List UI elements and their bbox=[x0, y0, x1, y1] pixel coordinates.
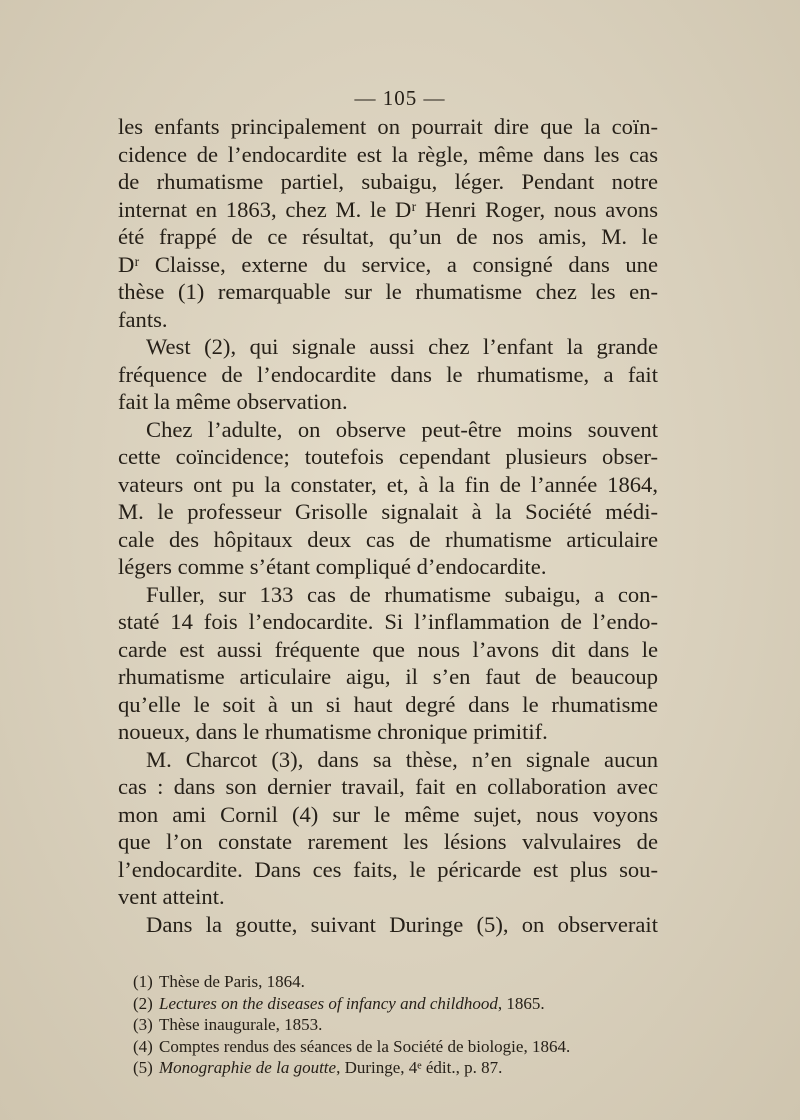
footnote-text: Thèse de Paris, 1864. bbox=[159, 972, 305, 991]
text-line: Dʳ Claisse, externe du service, a consigné dans une bbox=[118, 251, 658, 277]
body-text bbox=[118, 113, 658, 938]
footnote bbox=[133, 993, 653, 1015]
footnote bbox=[133, 1057, 653, 1079]
text-line: de rhumatisme partiel, subaigu, léger. Pendant notre bbox=[118, 169, 658, 194]
text-line: thèse (1) remarquable sur le rhumatisme chez les en- bbox=[118, 279, 658, 304]
text-line: carde est aussi fréquente que nous l’avons dit dans le bbox=[118, 636, 658, 662]
text-line: fants. bbox=[118, 306, 168, 332]
footnote-number: (3) bbox=[133, 1015, 153, 1034]
footnote-number: (2) bbox=[133, 993, 153, 1013]
footnote-text: Comptes rendus des séances de la Société de biologie, 1864. bbox=[159, 1036, 571, 1056]
text-line: cette coïncidence; toutefois cependant plusieurs obser- bbox=[118, 444, 658, 469]
footnote-number: (5) bbox=[133, 1058, 153, 1077]
text-line: cidence de l’endocardite est la règle, même dans les cas bbox=[118, 141, 658, 167]
text-line: M. Charcot (3), dans sa thèse, n’en signale aucun bbox=[146, 746, 658, 772]
footnote-title: Lectures on the diseases of infancy and childhood bbox=[159, 993, 498, 1013]
text-line: les enfants principalement on pourrait dire que la coïn- bbox=[118, 114, 658, 139]
footnotes bbox=[133, 971, 653, 1079]
text-line: cale des hôpitaux deux cas de rhumatisme articulaire bbox=[118, 526, 658, 552]
text-line: été frappé de ce résultat, qu’un de nos amis, M. le bbox=[118, 224, 658, 249]
text-line: mon ami Cornil (4) sur le même sujet, nous voyons bbox=[118, 801, 658, 827]
text-line: rhumatisme articulaire aigu, il s’en faut de beaucoup bbox=[118, 664, 658, 689]
text-line: noueux, dans le rhumatisme chronique primitif. bbox=[118, 719, 548, 744]
text-line: M. le professeur Grisolle signalait à la Société médi- bbox=[118, 499, 658, 524]
text-line: l’endocardite. Dans ces faits, le péricarde est plus sou- bbox=[118, 856, 658, 882]
footnote bbox=[133, 1036, 653, 1058]
text-line: fréquence de l’endocardite dans le rhumatisme, a fait bbox=[118, 361, 658, 387]
text-line: qu’elle le soit à un si haut degré dans le rhumatisme bbox=[118, 691, 658, 717]
footnote-text: , 1865. bbox=[497, 993, 545, 1013]
text-line: cas : dans son dernier travail, fait en collaboration avec bbox=[118, 774, 658, 799]
text-line: internat en 1863, chez M. le Dʳ Henri Roger, nous avons bbox=[118, 196, 658, 222]
footnote-number: (4) bbox=[133, 1036, 153, 1056]
footnote-text: , Duringe, 4ᵉ édit., p. 87. bbox=[336, 1058, 503, 1077]
text-line: staté 14 fois l’endocardite. Si l’inflammation de l’endo- bbox=[118, 609, 658, 634]
text-line: Dans la goutte, suivant Duringe (5), on observerait bbox=[146, 911, 658, 937]
text-line: vent atteint. bbox=[118, 884, 225, 909]
text-line: Fuller, sur 133 cas de rhumatisme subaigu, a con- bbox=[146, 581, 658, 607]
footnote-number: (1) bbox=[133, 972, 153, 991]
text-line: fait la même observation. bbox=[118, 389, 348, 414]
footnote bbox=[133, 1014, 653, 1036]
text-line: que l’on constate rarement les lésions valvulaires de bbox=[118, 829, 658, 854]
footnote-text: Thèse inaugurale, 1853. bbox=[159, 1015, 323, 1034]
footnote-title: Monographie de la goutte bbox=[159, 1058, 337, 1077]
page-number: — 105 — bbox=[354, 86, 446, 110]
text-line: vateurs ont pu la constater, et, à la fin de l’année 1864, bbox=[118, 471, 658, 497]
footnote bbox=[133, 971, 653, 993]
text-line: légers comme s’étant compliqué d’endocardite. bbox=[118, 554, 547, 579]
text-line: Chez l’adulte, on observe peut-être moins souvent bbox=[146, 416, 658, 442]
text-line: West (2), qui signale aussi chez l’enfant la grande bbox=[146, 334, 658, 359]
